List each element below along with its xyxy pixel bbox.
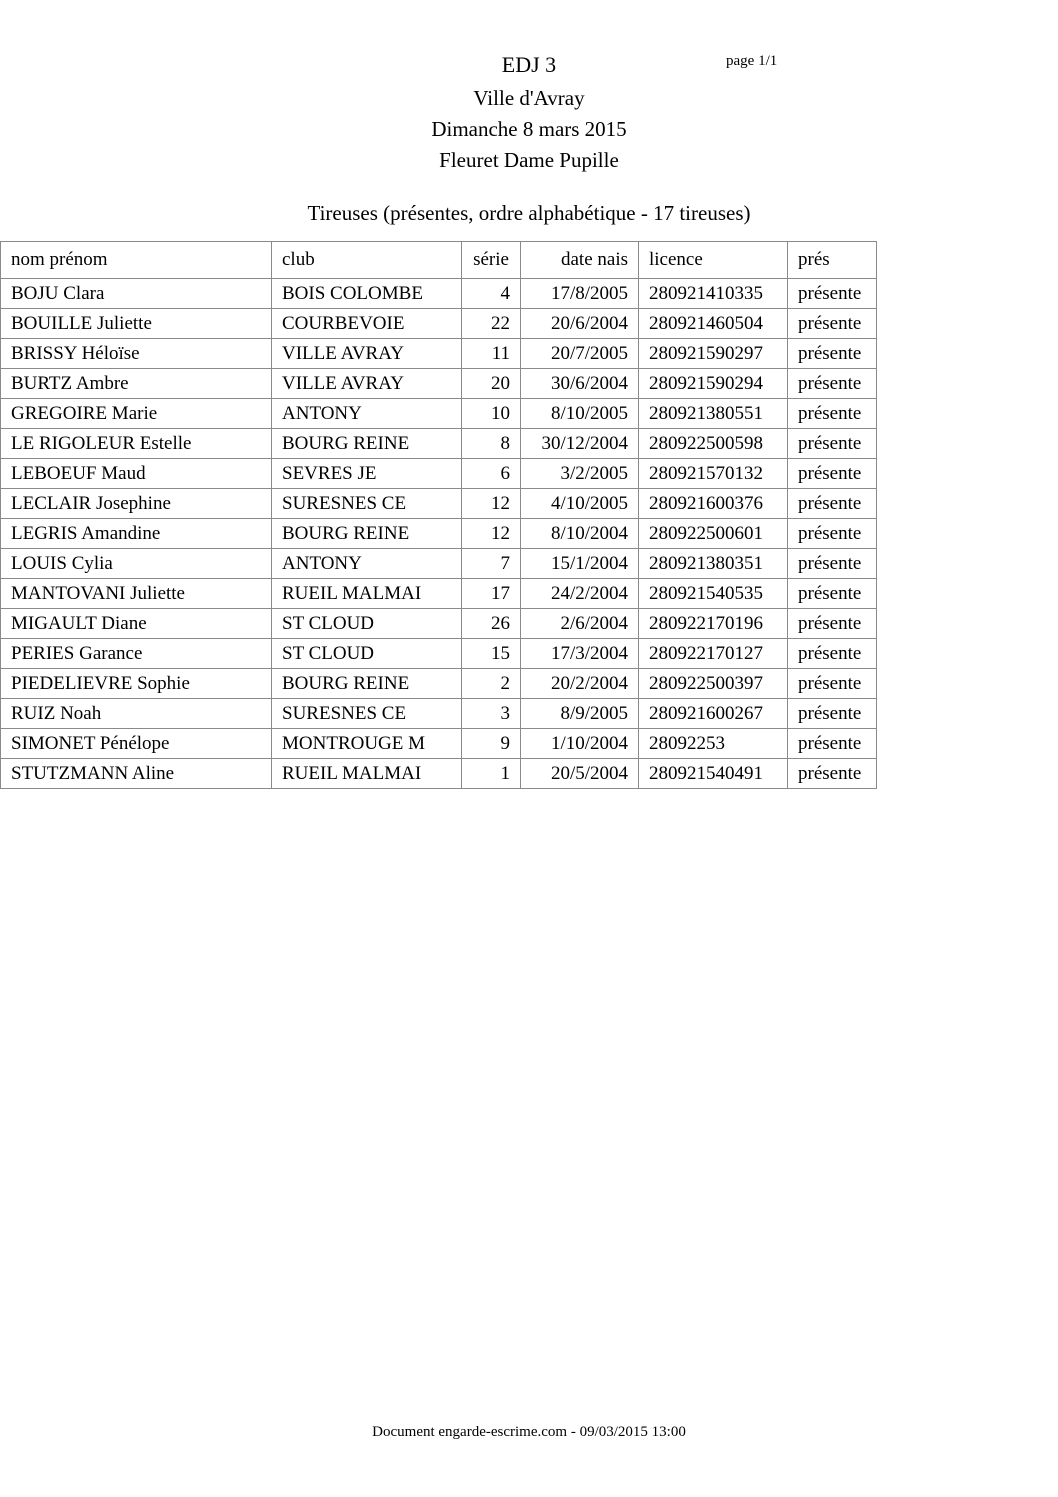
table-row [1,729,877,759]
cell-birthdate: 20/2/2004 [521,669,639,699]
cell-presence: présente [788,759,877,789]
cell-presence: présente [788,489,877,519]
cell-club: BOURG REINE [272,519,462,549]
cell-birthdate: 24/2/2004 [521,579,639,609]
cell-presence: présente [788,369,877,399]
cell-name: BOUILLE Juliette [1,309,272,339]
column-header-licence: licence [639,242,788,279]
cell-club: MONTROUGE M [272,729,462,759]
table-row [1,669,877,699]
cell-name: LEGRIS Amandine [1,519,272,549]
cell-serie: 7 [462,549,521,579]
list-subtitle: Tireuses (présentes, ordre alphabétique - 17 tireuses) [307,201,751,225]
venue-name: Ville d'Avray [473,86,585,110]
cell-birthdate: 30/12/2004 [521,429,639,459]
cell-birthdate: 20/5/2004 [521,759,639,789]
cell-club: SEVRES JE [272,459,462,489]
table-row [1,609,877,639]
cell-club: BOURG REINE [272,669,462,699]
cell-name: STUTZMANN Aline [1,759,272,789]
cell-club: ST CLOUD [272,639,462,669]
cell-presence: présente [788,579,877,609]
cell-name: MIGAULT Diane [1,609,272,639]
cell-serie: 4 [462,279,521,309]
cell-licence: 280921380351 [639,549,788,579]
cell-name: GREGOIRE Marie [1,399,272,429]
table-row [1,339,877,369]
cell-birthdate: 17/8/2005 [521,279,639,309]
cell-presence: présente [788,279,877,309]
cell-licence: 280922500397 [639,669,788,699]
table-row [1,279,877,309]
cell-name: LOUIS Cylia [1,549,272,579]
cell-presence: présente [788,699,877,729]
cell-birthdate: 2/6/2004 [521,609,639,639]
cell-presence: présente [788,519,877,549]
cell-serie: 12 [462,489,521,519]
table-body [1,279,877,789]
table-row [1,309,877,339]
cell-name: BURTZ Ambre [1,369,272,399]
table-row [1,369,877,399]
cell-licence: 280922500598 [639,429,788,459]
column-header-birthdate: date nais [521,242,639,279]
cell-club: ST CLOUD [272,609,462,639]
cell-club: BOIS COLOMBE [272,279,462,309]
cell-serie: 26 [462,609,521,639]
cell-serie: 11 [462,339,521,369]
cell-presence: présente [788,669,877,699]
cell-serie: 9 [462,729,521,759]
cell-name: SIMONET Pénélope [1,729,272,759]
cell-serie: 3 [462,699,521,729]
cell-club: SURESNES CE [272,489,462,519]
event-category: Fleuret Dame Pupille [439,148,619,172]
cell-club: COURBEVOIE [272,309,462,339]
cell-birthdate: 15/1/2004 [521,549,639,579]
cell-birthdate: 20/6/2004 [521,309,639,339]
cell-presence: présente [788,339,877,369]
table-header-row [1,242,877,279]
cell-licence: 280921600267 [639,699,788,729]
table-row [1,459,877,489]
cell-licence: 280921380551 [639,399,788,429]
cell-presence: présente [788,459,877,489]
fencers-table [0,241,877,789]
cell-licence: 280922500601 [639,519,788,549]
cell-birthdate: 8/10/2005 [521,399,639,429]
cell-club: RUEIL MALMAI [272,759,462,789]
cell-birthdate: 8/9/2005 [521,699,639,729]
cell-name: LECLAIR Josephine [1,489,272,519]
cell-name: BOJU Clara [1,279,272,309]
cell-serie: 1 [462,759,521,789]
cell-serie: 2 [462,669,521,699]
cell-name: PERIES Garance [1,639,272,669]
cell-serie: 20 [462,369,521,399]
table-row [1,759,877,789]
document-title: EDJ 3 [501,52,557,77]
cell-licence: 280921410335 [639,279,788,309]
cell-club: VILLE AVRAY [272,369,462,399]
cell-licence: 280921590294 [639,369,788,399]
table-row [1,399,877,429]
cell-presence: présente [788,639,877,669]
cell-club: ANTONY [272,549,462,579]
cell-licence: 280921570132 [639,459,788,489]
cell-serie: 17 [462,579,521,609]
cell-birthdate: 4/10/2005 [521,489,639,519]
table-row [1,699,877,729]
cell-club: BOURG REINE [272,429,462,459]
cell-name: LE RIGOLEUR Estelle [1,429,272,459]
table-row [1,489,877,519]
cell-presence: présente [788,429,877,459]
cell-presence: présente [788,399,877,429]
cell-birthdate: 30/6/2004 [521,369,639,399]
column-header-club: club [272,242,462,279]
cell-serie: 22 [462,309,521,339]
table-row [1,579,877,609]
table-row [1,549,877,579]
cell-club: VILLE AVRAY [272,339,462,369]
cell-birthdate: 3/2/2005 [521,459,639,489]
cell-club: RUEIL MALMAI [272,579,462,609]
cell-licence: 280921540491 [639,759,788,789]
cell-serie: 6 [462,459,521,489]
cell-licence: 280922170196 [639,609,788,639]
cell-serie: 12 [462,519,521,549]
cell-birthdate: 20/7/2005 [521,339,639,369]
cell-name: LEBOEUF Maud [1,459,272,489]
cell-licence: 28092253 [639,729,788,759]
cell-licence: 280922170127 [639,639,788,669]
cell-birthdate: 1/10/2004 [521,729,639,759]
cell-club: SURESNES CE [272,699,462,729]
table-row [1,429,877,459]
document-footer: Document engarde-escrime.com - 09/03/2015 13:00 [372,1424,686,1440]
cell-birthdate: 17/3/2004 [521,639,639,669]
column-header-name: nom prénom [1,242,272,279]
page-number: page 1/1 [726,53,778,69]
cell-presence: présente [788,309,877,339]
cell-presence: présente [788,609,877,639]
table-row [1,519,877,549]
cell-name: BRISSY Héloïse [1,339,272,369]
cell-name: PIEDELIEVRE Sophie [1,669,272,699]
cell-name: RUIZ Noah [1,699,272,729]
cell-birthdate: 8/10/2004 [521,519,639,549]
cell-licence: 280921590297 [639,339,788,369]
cell-licence: 280921540535 [639,579,788,609]
event-date: Dimanche 8 mars 2015 [431,117,627,141]
cell-name: MANTOVANI Juliette [1,579,272,609]
cell-serie: 15 [462,639,521,669]
cell-serie: 8 [462,429,521,459]
table-row [1,639,877,669]
column-header-serie: série [462,242,521,279]
cell-club: ANTONY [272,399,462,429]
column-header-presence: prés [788,242,877,279]
cell-presence: présente [788,549,877,579]
cell-serie: 10 [462,399,521,429]
cell-licence: 280921600376 [639,489,788,519]
cell-licence: 280921460504 [639,309,788,339]
cell-presence: présente [788,729,877,759]
